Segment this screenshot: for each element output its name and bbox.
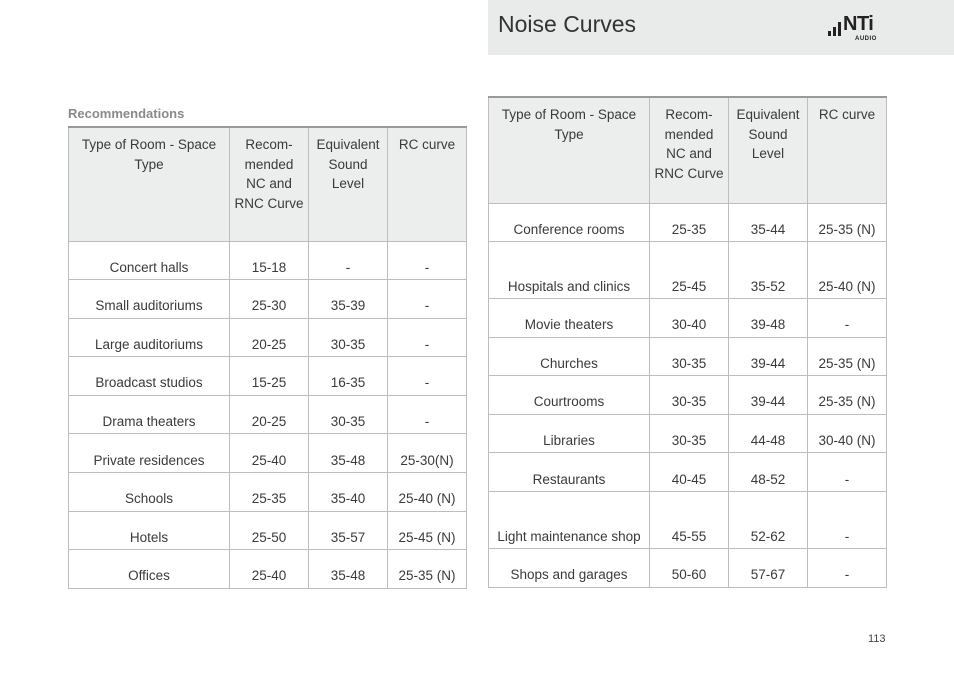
cell-room: Offices xyxy=(69,550,230,589)
cell-rc: 25-45 (N) xyxy=(388,511,467,550)
cell-level: 48-52 xyxy=(729,453,808,492)
cell-nc: 25-40 xyxy=(230,550,309,589)
cell-room: Courtrooms xyxy=(489,376,650,415)
cell-rc: 25-40 (N) xyxy=(388,473,467,512)
cell-level: 57-67 xyxy=(729,549,808,588)
cell-nc: 25-45 xyxy=(650,242,729,299)
table-row xyxy=(69,550,467,589)
cell-room: Broadcast studios xyxy=(69,357,230,396)
cell-room: Concert halls xyxy=(69,241,230,280)
cell-nc: 25-40 xyxy=(230,434,309,473)
cell-room: Large auditoriums xyxy=(69,318,230,357)
cell-room: Light maintenance shop xyxy=(489,492,650,549)
cell-room: Movie theaters xyxy=(489,299,650,338)
cell-level: 35-44 xyxy=(729,203,808,242)
table-row xyxy=(69,357,467,396)
page-title: Noise Curves xyxy=(498,11,637,37)
cell-room: Private residences xyxy=(69,434,230,473)
cell-rc: - xyxy=(388,241,467,280)
table-row xyxy=(69,434,467,473)
cell-nc: 40-45 xyxy=(650,453,729,492)
cell-rc: - xyxy=(388,280,467,319)
cell-room: Libraries xyxy=(489,414,650,453)
cell-room: Hospitals and clinics xyxy=(489,242,650,299)
header-equivalent-level: Equivalent Sound Level xyxy=(729,97,808,203)
cell-nc: 25-35 xyxy=(230,473,309,512)
cell-level: 30-35 xyxy=(309,395,388,434)
table-row xyxy=(489,492,887,549)
cell-nc: 30-35 xyxy=(650,376,729,415)
cell-room: Drama theaters xyxy=(69,395,230,434)
header-room-type: Type of Room - Space Type xyxy=(69,127,230,241)
cell-rc: - xyxy=(388,318,467,357)
cell-nc: 25-50 xyxy=(230,511,309,550)
logo-wordmark: NTi xyxy=(843,13,874,35)
cell-level: 39-48 xyxy=(729,299,808,338)
header-equivalent-level: Equivalent Sound Level xyxy=(309,127,388,241)
table-row xyxy=(489,242,887,299)
cell-level: 16-35 xyxy=(309,357,388,396)
cell-level: 39-44 xyxy=(729,337,808,376)
cell-level: 35-40 xyxy=(309,473,388,512)
table-row xyxy=(489,337,887,376)
cell-level: 35-39 xyxy=(309,280,388,319)
cell-nc: 15-18 xyxy=(230,241,309,280)
header-rc-curve: RC curve xyxy=(388,127,467,241)
cell-rc: - xyxy=(388,395,467,434)
cell-level: 35-52 xyxy=(729,242,808,299)
table-row xyxy=(69,511,467,550)
recommendations-table-right xyxy=(488,96,887,588)
cell-room: Churches xyxy=(489,337,650,376)
table-row xyxy=(69,473,467,512)
cell-rc: - xyxy=(808,453,887,492)
cell-room: Schools xyxy=(69,473,230,512)
cell-room: Small auditoriums xyxy=(69,280,230,319)
table-row xyxy=(489,414,887,453)
cell-level: 52-62 xyxy=(729,492,808,549)
cell-nc: 50-60 xyxy=(650,549,729,588)
table-body-right xyxy=(489,203,887,587)
cell-level: 35-48 xyxy=(309,434,388,473)
header-room-type: Type of Room - Space Type xyxy=(489,97,650,203)
header-band xyxy=(488,0,954,55)
table-row xyxy=(489,549,887,588)
cell-nc: 45-55 xyxy=(650,492,729,549)
table-row xyxy=(489,299,887,338)
header-nc-rnc: Recom-mended NC and RNC Curve xyxy=(230,127,309,241)
table-row xyxy=(69,395,467,434)
cell-rc: 25-35 (N) xyxy=(808,337,887,376)
cell-rc: - xyxy=(808,492,887,549)
cell-nc: 15-25 xyxy=(230,357,309,396)
table-row xyxy=(69,318,467,357)
section-label: Recommendations xyxy=(68,106,185,121)
recommendations-table-left xyxy=(68,126,467,589)
cell-rc: - xyxy=(388,357,467,396)
cell-nc: 20-25 xyxy=(230,395,309,434)
cell-rc: 25-40 (N) xyxy=(808,242,887,299)
table-row xyxy=(489,376,887,415)
cell-nc: 30-35 xyxy=(650,337,729,376)
cell-room: Restaurants xyxy=(489,453,650,492)
cell-rc: 25-35 (N) xyxy=(808,376,887,415)
cell-room: Hotels xyxy=(69,511,230,550)
cell-rc: 30-40 (N) xyxy=(808,414,887,453)
cell-room: Shops and garages xyxy=(489,549,650,588)
cell-nc: 25-30 xyxy=(230,280,309,319)
cell-level: 35-57 xyxy=(309,511,388,550)
cell-level: - xyxy=(309,241,388,280)
nti-audio-logo xyxy=(828,13,888,44)
cell-nc: 25-35 xyxy=(650,203,729,242)
table-body-left xyxy=(69,241,467,588)
page-number: 113 xyxy=(868,633,886,645)
cell-nc: 20-25 xyxy=(230,318,309,357)
cell-rc: 25-35 (N) xyxy=(388,550,467,589)
cell-rc: - xyxy=(808,549,887,588)
cell-room: Conference rooms xyxy=(489,203,650,242)
header-rc-curve: RC curve xyxy=(808,97,887,203)
cell-level: 30-35 xyxy=(309,318,388,357)
table-row xyxy=(489,203,887,242)
cell-rc: 25-35 (N) xyxy=(808,203,887,242)
cell-level: 35-48 xyxy=(309,550,388,589)
cell-level: 44-48 xyxy=(729,414,808,453)
header-nc-rnc: Recom-mended NC and RNC Curve xyxy=(650,97,729,203)
table-row xyxy=(69,280,467,319)
cell-nc: 30-40 xyxy=(650,299,729,338)
cell-level: 39-44 xyxy=(729,376,808,415)
table-row xyxy=(69,241,467,280)
cell-rc: 25-30(N) xyxy=(388,434,467,473)
cell-rc: - xyxy=(808,299,887,338)
table-row xyxy=(489,453,887,492)
logo-subtext: AUDIO xyxy=(855,36,877,42)
cell-nc: 30-35 xyxy=(650,414,729,453)
